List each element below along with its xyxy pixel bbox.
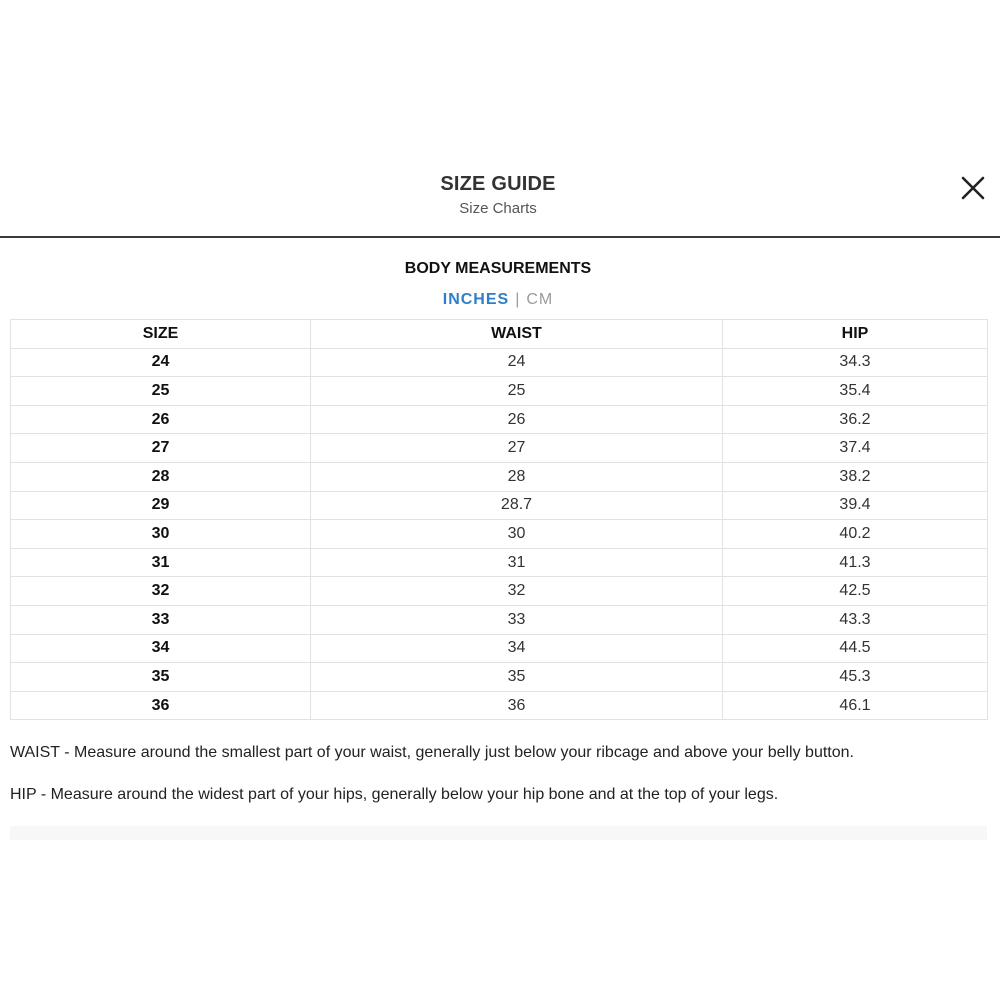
table-row (11, 663, 988, 692)
hip-cell: 35.4 (723, 377, 988, 406)
size-cell: 24 (11, 348, 311, 377)
section-title: BODY MEASUREMENTS (404, 260, 592, 277)
table-row (11, 491, 988, 520)
waist-cell: 32 (311, 577, 723, 606)
hip-cell: 36.2 (723, 405, 988, 434)
size-cell: 30 (11, 520, 311, 549)
waist-cell: 25 (311, 377, 723, 406)
column-header-size: SIZE (11, 320, 311, 349)
unit-toggle (0, 291, 996, 309)
hip-cell: 38.2 (723, 462, 988, 491)
waist-cell: 34 (311, 634, 723, 663)
size-cell: 29 (11, 491, 311, 520)
table-row (11, 348, 988, 377)
waist-cell: 24 (311, 348, 723, 377)
page-subtitle: Size Charts (459, 200, 537, 217)
hip-cell: 34.3 (723, 348, 988, 377)
table-header-row (11, 320, 988, 349)
table-row (11, 577, 988, 606)
close-button[interactable] (960, 175, 986, 201)
hip-cell: 44.5 (723, 634, 988, 663)
waist-cell: 27 (311, 434, 723, 463)
table-row (11, 462, 988, 491)
hip-cell: 45.3 (723, 663, 988, 692)
hip-cell: 46.1 (723, 691, 988, 720)
waist-cell: 30 (311, 520, 723, 549)
size-cell: 36 (11, 691, 311, 720)
size-cell: 28 (11, 462, 311, 491)
size-cell: 34 (11, 634, 311, 663)
hip-cell: 40.2 (723, 520, 988, 549)
size-cell: 32 (11, 577, 311, 606)
column-header-waist: WAIST (311, 320, 723, 349)
waist-measurement-note: WAIST - Measure around the smallest part of your waist, generally just below your ribcage and above your belly button. (10, 744, 854, 761)
hip-cell: 43.3 (723, 605, 988, 634)
waist-cell: 36 (311, 691, 723, 720)
column-header-hip: HIP (723, 320, 988, 349)
unit-cm-tab[interactable]: CM (526, 291, 554, 308)
page-title: SIZE GUIDE (440, 173, 556, 195)
table-row (11, 691, 988, 720)
waist-cell: 31 (311, 548, 723, 577)
size-cell: 25 (11, 377, 311, 406)
content-fade-divider (10, 826, 987, 840)
waist-cell: 35 (311, 663, 723, 692)
table-row (11, 434, 988, 463)
waist-cell: 28.7 (311, 491, 723, 520)
table-row (11, 377, 988, 406)
size-cell: 33 (11, 605, 311, 634)
table-row (11, 520, 988, 549)
waist-cell: 26 (311, 405, 723, 434)
waist-cell: 33 (311, 605, 723, 634)
hip-cell: 39.4 (723, 491, 988, 520)
close-icon (960, 175, 986, 201)
table-row (11, 634, 988, 663)
size-cell: 27 (11, 434, 311, 463)
size-table (10, 319, 988, 720)
table-row (11, 548, 988, 577)
hip-cell: 41.3 (723, 548, 988, 577)
waist-cell: 28 (311, 462, 723, 491)
hip-cell: 42.5 (723, 577, 988, 606)
size-cell: 31 (11, 548, 311, 577)
table-row (11, 405, 988, 434)
hip-cell: 37.4 (723, 434, 988, 463)
table-row (11, 605, 988, 634)
unit-inches-tab[interactable]: INCHES (442, 291, 510, 308)
size-cell: 35 (11, 663, 311, 692)
modal-header (0, 170, 1000, 238)
unit-separator: | (515, 291, 521, 308)
size-cell: 26 (11, 405, 311, 434)
hip-measurement-note: HIP - Measure around the widest part of your hips, generally below your hip bone and at the top of your legs. (10, 786, 779, 803)
